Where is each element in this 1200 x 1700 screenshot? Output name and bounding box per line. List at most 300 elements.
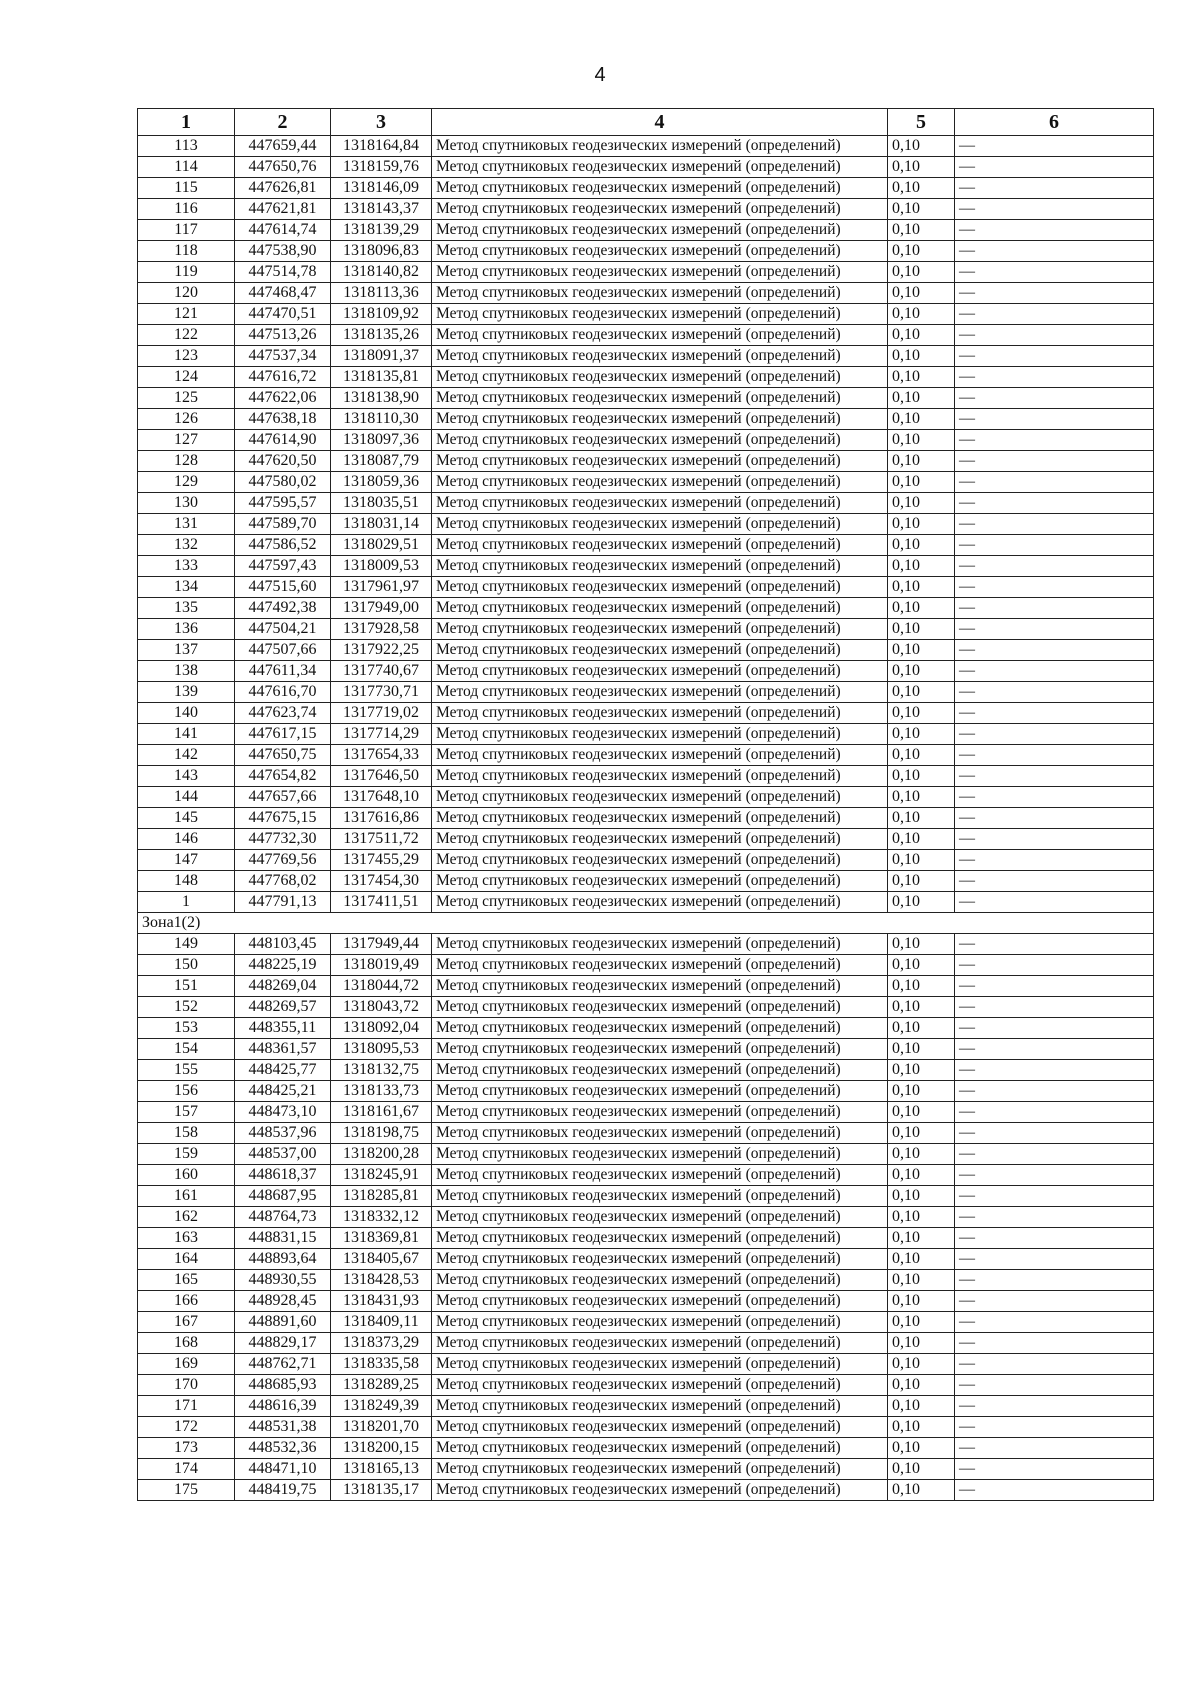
header-col-4: 4 <box>432 109 888 136</box>
table-row <box>138 808 1154 829</box>
y-coordinate-cell: 1318043,72 <box>331 997 432 1018</box>
description-cell: — <box>955 472 1154 493</box>
y-coordinate-cell: 1318139,29 <box>331 220 432 241</box>
accuracy-cell: 0,10 <box>888 829 955 850</box>
point-number-cell: 152 <box>138 997 235 1018</box>
method-cell: Метод спутниковых геодезических измерений (определений) <box>432 241 888 262</box>
table-row <box>138 724 1154 745</box>
point-number-cell: 175 <box>138 1480 235 1501</box>
table-row <box>138 199 1154 220</box>
accuracy-cell: 0,10 <box>888 367 955 388</box>
method-cell: Метод спутниковых геодезических измерений (определений) <box>432 136 888 157</box>
x-coordinate-cell: 448361,57 <box>235 1039 331 1060</box>
method-cell: Метод спутниковых геодезических измерений (определений) <box>432 283 888 304</box>
method-cell: Метод спутниковых геодезических измерений (определений) <box>432 1102 888 1123</box>
accuracy-cell: 0,10 <box>888 535 955 556</box>
accuracy-cell: 0,10 <box>888 325 955 346</box>
x-coordinate-cell: 448425,21 <box>235 1081 331 1102</box>
accuracy-cell: 0,10 <box>888 955 955 976</box>
accuracy-cell: 0,10 <box>888 178 955 199</box>
header-col-1: 1 <box>138 109 235 136</box>
description-cell: — <box>955 1333 1154 1354</box>
description-cell: — <box>955 199 1154 220</box>
table-row <box>138 556 1154 577</box>
description-cell: — <box>955 1228 1154 1249</box>
method-cell: Метод спутниковых геодезических измерений (определений) <box>432 1312 888 1333</box>
x-coordinate-cell: 448893,64 <box>235 1249 331 1270</box>
x-coordinate-cell: 447538,90 <box>235 241 331 262</box>
table-row <box>138 1480 1154 1501</box>
y-coordinate-cell: 1317740,67 <box>331 661 432 682</box>
x-coordinate-cell: 447595,57 <box>235 493 331 514</box>
y-coordinate-cell: 1318285,81 <box>331 1186 432 1207</box>
table-row <box>138 577 1154 598</box>
x-coordinate-cell: 447611,34 <box>235 661 331 682</box>
point-number-cell: 134 <box>138 577 235 598</box>
x-coordinate-cell: 448930,55 <box>235 1270 331 1291</box>
method-cell: Метод спутниковых геодезических измерений (определений) <box>432 388 888 409</box>
method-cell: Метод спутниковых геодезических измерений (определений) <box>432 766 888 787</box>
method-cell: Метод спутниковых геодезических измерений (определений) <box>432 724 888 745</box>
point-number-cell: 119 <box>138 262 235 283</box>
description-cell: — <box>955 808 1154 829</box>
description-cell: — <box>955 1123 1154 1144</box>
description-cell: — <box>955 220 1154 241</box>
method-cell: Метод спутниковых геодезических измерений (определений) <box>432 1291 888 1312</box>
accuracy-cell: 0,10 <box>888 1375 955 1396</box>
table-row <box>138 388 1154 409</box>
description-cell: — <box>955 1186 1154 1207</box>
point-number-cell: 125 <box>138 388 235 409</box>
method-cell: Метод спутниковых геодезических измерений (определений) <box>432 619 888 640</box>
point-number-cell: 172 <box>138 1417 235 1438</box>
table-row <box>138 1060 1154 1081</box>
method-cell: Метод спутниковых геодезических измерений (определений) <box>432 1144 888 1165</box>
accuracy-cell: 0,10 <box>888 808 955 829</box>
y-coordinate-cell: 1318135,81 <box>331 367 432 388</box>
point-number-cell: 151 <box>138 976 235 997</box>
y-coordinate-cell: 1318059,36 <box>331 472 432 493</box>
table-row <box>138 1270 1154 1291</box>
method-cell: Метод спутниковых геодезических измерений (определений) <box>432 1333 888 1354</box>
method-cell: Метод спутниковых геодезических измерений (определений) <box>432 451 888 472</box>
x-coordinate-cell: 447513,26 <box>235 325 331 346</box>
accuracy-cell: 0,10 <box>888 346 955 367</box>
point-number-cell: 150 <box>138 955 235 976</box>
description-cell: — <box>955 1291 1154 1312</box>
y-coordinate-cell: 1318029,51 <box>331 535 432 556</box>
table-row <box>138 640 1154 661</box>
point-number-cell: 140 <box>138 703 235 724</box>
table-row <box>138 430 1154 451</box>
description-cell: — <box>955 388 1154 409</box>
table-row <box>138 1228 1154 1249</box>
accuracy-cell: 0,10 <box>888 556 955 577</box>
description-cell: — <box>955 409 1154 430</box>
point-number-cell: 149 <box>138 934 235 955</box>
y-coordinate-cell: 1318405,67 <box>331 1249 432 1270</box>
accuracy-cell: 0,10 <box>888 997 955 1018</box>
point-number-cell: 168 <box>138 1333 235 1354</box>
x-coordinate-cell: 448225,19 <box>235 955 331 976</box>
method-cell: Метод спутниковых геодезических измерений (определений) <box>432 1018 888 1039</box>
description-cell: — <box>955 262 1154 283</box>
y-coordinate-cell: 1318031,14 <box>331 514 432 535</box>
description-cell: — <box>955 367 1154 388</box>
description-cell: — <box>955 304 1154 325</box>
accuracy-cell: 0,10 <box>888 1039 955 1060</box>
method-cell: Метод спутниковых геодезических измерений (определений) <box>432 430 888 451</box>
table-header <box>138 109 1154 136</box>
table-row <box>138 934 1154 955</box>
description-cell: — <box>955 136 1154 157</box>
point-number-cell: 169 <box>138 1354 235 1375</box>
table-row <box>138 262 1154 283</box>
table-row <box>138 493 1154 514</box>
point-number-cell: 130 <box>138 493 235 514</box>
point-number-cell: 158 <box>138 1123 235 1144</box>
table-row <box>138 1102 1154 1123</box>
point-number-cell: 171 <box>138 1396 235 1417</box>
accuracy-cell: 0,10 <box>888 1270 955 1291</box>
x-coordinate-cell: 448928,45 <box>235 1291 331 1312</box>
table-row <box>138 451 1154 472</box>
description-cell: — <box>955 724 1154 745</box>
method-cell: Метод спутниковых геодезических измерений (определений) <box>432 745 888 766</box>
point-number-cell: 124 <box>138 367 235 388</box>
accuracy-cell: 0,10 <box>888 1312 955 1333</box>
x-coordinate-cell: 447768,02 <box>235 871 331 892</box>
x-coordinate-cell: 447650,76 <box>235 157 331 178</box>
method-cell: Метод спутниковых геодезических измерений (определений) <box>432 976 888 997</box>
x-coordinate-cell: 448532,36 <box>235 1438 331 1459</box>
point-number-cell: 144 <box>138 787 235 808</box>
method-cell: Метод спутниковых геодезических измерений (определений) <box>432 1060 888 1081</box>
x-coordinate-cell: 448269,04 <box>235 976 331 997</box>
point-number-cell: 138 <box>138 661 235 682</box>
y-coordinate-cell: 1318135,17 <box>331 1480 432 1501</box>
x-coordinate-cell: 448419,75 <box>235 1480 331 1501</box>
y-coordinate-cell: 1318135,26 <box>331 325 432 346</box>
x-coordinate-cell: 447597,43 <box>235 556 331 577</box>
y-coordinate-cell: 1317654,33 <box>331 745 432 766</box>
method-cell: Метод спутниковых геодезических измерений (определений) <box>432 1417 888 1438</box>
description-cell: — <box>955 640 1154 661</box>
description-cell: — <box>955 997 1154 1018</box>
x-coordinate-cell: 448269,57 <box>235 997 331 1018</box>
accuracy-cell: 0,10 <box>888 1165 955 1186</box>
accuracy-cell: 0,10 <box>888 1123 955 1144</box>
description-cell: — <box>955 1249 1154 1270</box>
point-number-cell: 170 <box>138 1375 235 1396</box>
accuracy-cell: 0,10 <box>888 220 955 241</box>
y-coordinate-cell: 1318289,25 <box>331 1375 432 1396</box>
point-number-cell: 115 <box>138 178 235 199</box>
point-number-cell: 122 <box>138 325 235 346</box>
description-cell: — <box>955 346 1154 367</box>
y-coordinate-cell: 1318200,15 <box>331 1438 432 1459</box>
x-coordinate-cell: 447657,66 <box>235 787 331 808</box>
table-row <box>138 1081 1154 1102</box>
x-coordinate-cell: 448425,77 <box>235 1060 331 1081</box>
point-number-cell: 120 <box>138 283 235 304</box>
x-coordinate-cell: 447638,18 <box>235 409 331 430</box>
table-row <box>138 1438 1154 1459</box>
x-coordinate-cell: 448355,11 <box>235 1018 331 1039</box>
x-coordinate-cell: 447614,90 <box>235 430 331 451</box>
x-coordinate-cell: 448537,96 <box>235 1123 331 1144</box>
method-cell: Метод спутниковых геодезических измерений (определений) <box>432 1396 888 1417</box>
x-coordinate-cell: 447537,34 <box>235 346 331 367</box>
y-coordinate-cell: 1318096,83 <box>331 241 432 262</box>
y-coordinate-cell: 1318091,37 <box>331 346 432 367</box>
y-coordinate-cell: 1318201,70 <box>331 1417 432 1438</box>
x-coordinate-cell: 447675,15 <box>235 808 331 829</box>
y-coordinate-cell: 1318143,37 <box>331 199 432 220</box>
x-coordinate-cell: 448764,73 <box>235 1207 331 1228</box>
description-cell: — <box>955 577 1154 598</box>
table-row <box>138 1354 1154 1375</box>
header-col-5: 5 <box>888 109 955 136</box>
table-row <box>138 472 1154 493</box>
x-coordinate-cell: 447791,13 <box>235 892 331 913</box>
point-number-cell: 135 <box>138 598 235 619</box>
y-coordinate-cell: 1318138,90 <box>331 388 432 409</box>
x-coordinate-cell: 448473,10 <box>235 1102 331 1123</box>
method-cell: Метод спутниковых геодезических измерений (определений) <box>432 262 888 283</box>
point-number-cell: 161 <box>138 1186 235 1207</box>
table-body <box>138 136 1154 1501</box>
point-number-cell: 1 <box>138 892 235 913</box>
accuracy-cell: 0,10 <box>888 1144 955 1165</box>
point-number-cell: 117 <box>138 220 235 241</box>
method-cell: Метод спутниковых геодезических измерений (определений) <box>432 661 888 682</box>
description-cell: — <box>955 1396 1154 1417</box>
table-row <box>138 661 1154 682</box>
coordinates-table <box>137 108 1154 1501</box>
accuracy-cell: 0,10 <box>888 1291 955 1312</box>
point-number-cell: 129 <box>138 472 235 493</box>
method-cell: Метод спутниковых геодезических измерений (определений) <box>432 367 888 388</box>
method-cell: Метод спутниковых геодезических измерений (определений) <box>432 1207 888 1228</box>
point-number-cell: 145 <box>138 808 235 829</box>
point-number-cell: 123 <box>138 346 235 367</box>
method-cell: Метод спутниковых геодезических измерений (определений) <box>432 934 888 955</box>
x-coordinate-cell: 447620,50 <box>235 451 331 472</box>
accuracy-cell: 0,10 <box>888 682 955 703</box>
method-cell: Метод спутниковых геодезических измерений (определений) <box>432 787 888 808</box>
method-cell: Метод спутниковых геодезических измерений (определений) <box>432 1123 888 1144</box>
y-coordinate-cell: 1318428,53 <box>331 1270 432 1291</box>
y-coordinate-cell: 1318097,36 <box>331 430 432 451</box>
x-coordinate-cell: 447492,38 <box>235 598 331 619</box>
x-coordinate-cell: 447586,52 <box>235 535 331 556</box>
y-coordinate-cell: 1317511,72 <box>331 829 432 850</box>
description-cell: — <box>955 178 1154 199</box>
y-coordinate-cell: 1317714,29 <box>331 724 432 745</box>
y-coordinate-cell: 1317928,58 <box>331 619 432 640</box>
method-cell: Метод спутниковых геодезических измерений (определений) <box>432 1354 888 1375</box>
x-coordinate-cell: 447769,56 <box>235 850 331 871</box>
table-row <box>138 304 1154 325</box>
accuracy-cell: 0,10 <box>888 1060 955 1081</box>
y-coordinate-cell: 1318369,81 <box>331 1228 432 1249</box>
point-number-cell: 118 <box>138 241 235 262</box>
point-number-cell: 121 <box>138 304 235 325</box>
description-cell: — <box>955 1018 1154 1039</box>
accuracy-cell: 0,10 <box>888 745 955 766</box>
description-cell: — <box>955 934 1154 955</box>
table-row <box>138 871 1154 892</box>
description-cell: — <box>955 745 1154 766</box>
description-cell: — <box>955 598 1154 619</box>
accuracy-cell: 0,10 <box>888 451 955 472</box>
description-cell: — <box>955 976 1154 997</box>
description-cell: — <box>955 157 1154 178</box>
x-coordinate-cell: 447623,74 <box>235 703 331 724</box>
description-cell: — <box>955 1060 1154 1081</box>
x-coordinate-cell: 448616,39 <box>235 1396 331 1417</box>
y-coordinate-cell: 1317719,02 <box>331 703 432 724</box>
description-cell: — <box>955 850 1154 871</box>
description-cell: — <box>955 430 1154 451</box>
x-coordinate-cell: 447654,82 <box>235 766 331 787</box>
method-cell: Метод спутниковых геодезических измерений (определений) <box>432 703 888 724</box>
point-number-cell: 131 <box>138 514 235 535</box>
description-cell: — <box>955 871 1154 892</box>
y-coordinate-cell: 1318249,39 <box>331 1396 432 1417</box>
method-cell: Метод спутниковых геодезических измерений (определений) <box>432 577 888 598</box>
accuracy-cell: 0,10 <box>888 1333 955 1354</box>
method-cell: Метод спутниковых геодезических измерений (определений) <box>432 1375 888 1396</box>
method-cell: Метод спутниковых геодезических измерений (определений) <box>432 472 888 493</box>
accuracy-cell: 0,10 <box>888 430 955 451</box>
y-coordinate-cell: 1318164,84 <box>331 136 432 157</box>
table-row <box>138 1312 1154 1333</box>
x-coordinate-cell: 447616,70 <box>235 682 331 703</box>
method-cell: Метод спутниковых геодезических измерений (определений) <box>432 1459 888 1480</box>
method-cell: Метод спутниковых геодезических измерений (определений) <box>432 409 888 430</box>
table-row <box>138 766 1154 787</box>
table-row <box>138 976 1154 997</box>
accuracy-cell: 0,10 <box>888 1459 955 1480</box>
accuracy-cell: 0,10 <box>888 409 955 430</box>
accuracy-cell: 0,10 <box>888 1417 955 1438</box>
y-coordinate-cell: 1317455,29 <box>331 850 432 871</box>
header-col-3: 3 <box>331 109 432 136</box>
y-coordinate-cell: 1317949,00 <box>331 598 432 619</box>
method-cell: Метод спутниковых геодезических измерений (определений) <box>432 199 888 220</box>
method-cell: Метод спутниковых геодезических измерений (определений) <box>432 1270 888 1291</box>
point-number-cell: 166 <box>138 1291 235 1312</box>
accuracy-cell: 0,10 <box>888 619 955 640</box>
y-coordinate-cell: 1317949,44 <box>331 934 432 955</box>
table-row <box>138 220 1154 241</box>
y-coordinate-cell: 1317411,51 <box>331 892 432 913</box>
x-coordinate-cell: 447616,72 <box>235 367 331 388</box>
y-coordinate-cell: 1318161,67 <box>331 1102 432 1123</box>
accuracy-cell: 0,10 <box>888 1228 955 1249</box>
x-coordinate-cell: 448831,15 <box>235 1228 331 1249</box>
table-row <box>138 1375 1154 1396</box>
point-number-cell: 148 <box>138 871 235 892</box>
method-cell: Метод спутниковых геодезических измерений (определений) <box>432 808 888 829</box>
table-row <box>138 157 1154 178</box>
description-cell: — <box>955 1480 1154 1501</box>
accuracy-cell: 0,10 <box>888 514 955 535</box>
point-number-cell: 160 <box>138 1165 235 1186</box>
table-row <box>138 367 1154 388</box>
table-row <box>138 514 1154 535</box>
point-number-cell: 146 <box>138 829 235 850</box>
point-number-cell: 113 <box>138 136 235 157</box>
description-cell: — <box>955 535 1154 556</box>
description-cell: — <box>955 955 1154 976</box>
method-cell: Метод спутниковых геодезических измерений (определений) <box>432 871 888 892</box>
y-coordinate-cell: 1318198,75 <box>331 1123 432 1144</box>
point-number-cell: 156 <box>138 1081 235 1102</box>
description-cell: — <box>955 1102 1154 1123</box>
point-number-cell: 155 <box>138 1060 235 1081</box>
x-coordinate-cell: 447614,74 <box>235 220 331 241</box>
table-row <box>138 829 1154 850</box>
point-number-cell: 128 <box>138 451 235 472</box>
description-cell: — <box>955 241 1154 262</box>
x-coordinate-cell: 448829,17 <box>235 1333 331 1354</box>
method-cell: Метод спутниковых геодезических измерений (определений) <box>432 346 888 367</box>
accuracy-cell: 0,10 <box>888 283 955 304</box>
x-coordinate-cell: 448762,71 <box>235 1354 331 1375</box>
x-coordinate-cell: 447589,70 <box>235 514 331 535</box>
y-coordinate-cell: 1317961,97 <box>331 577 432 598</box>
accuracy-cell: 0,10 <box>888 871 955 892</box>
table-row <box>138 745 1154 766</box>
y-coordinate-cell: 1318009,53 <box>331 556 432 577</box>
accuracy-cell: 0,10 <box>888 1249 955 1270</box>
description-cell: — <box>955 1039 1154 1060</box>
accuracy-cell: 0,10 <box>888 1480 955 1501</box>
x-coordinate-cell: 447622,06 <box>235 388 331 409</box>
y-coordinate-cell: 1318431,93 <box>331 1291 432 1312</box>
method-cell: Метод спутниковых геодезических измерений (определений) <box>432 829 888 850</box>
method-cell: Метод спутниковых геодезических измерений (определений) <box>432 325 888 346</box>
description-cell: — <box>955 661 1154 682</box>
table-row <box>138 325 1154 346</box>
y-coordinate-cell: 1318109,92 <box>331 304 432 325</box>
y-coordinate-cell: 1318044,72 <box>331 976 432 997</box>
description-cell: — <box>955 556 1154 577</box>
description-cell: — <box>955 682 1154 703</box>
y-coordinate-cell: 1318409,11 <box>331 1312 432 1333</box>
y-coordinate-cell: 1318019,49 <box>331 955 432 976</box>
accuracy-cell: 0,10 <box>888 724 955 745</box>
point-number-cell: 162 <box>138 1207 235 1228</box>
y-coordinate-cell: 1318335,58 <box>331 1354 432 1375</box>
description-cell: — <box>955 703 1154 724</box>
description-cell: — <box>955 493 1154 514</box>
table-row <box>138 850 1154 871</box>
x-coordinate-cell: 448618,37 <box>235 1165 331 1186</box>
accuracy-cell: 0,10 <box>888 199 955 220</box>
y-coordinate-cell: 1317454,30 <box>331 871 432 892</box>
y-coordinate-cell: 1318140,82 <box>331 262 432 283</box>
method-cell: Метод спутниковых геодезических измерений (определений) <box>432 178 888 199</box>
method-cell: Метод спутниковых геодезических измерений (определений) <box>432 535 888 556</box>
x-coordinate-cell: 448891,60 <box>235 1312 331 1333</box>
page-number: 4 <box>594 64 606 86</box>
description-cell: — <box>955 1165 1154 1186</box>
x-coordinate-cell: 447515,60 <box>235 577 331 598</box>
